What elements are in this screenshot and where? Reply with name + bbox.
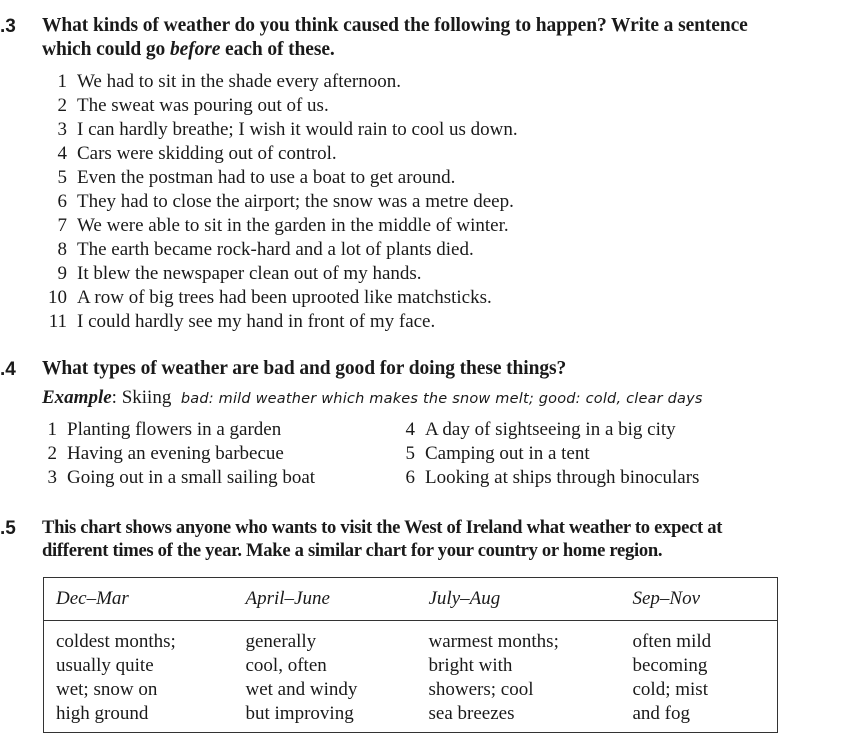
item-text: Cars were skidding out of control. — [77, 143, 337, 164]
item-number: 6 — [57, 191, 67, 212]
item-number: 2 — [47, 443, 57, 464]
list-item — [45, 238, 518, 262]
item-text: They had to close the airport; the snow was a metre deep. — [77, 191, 514, 212]
heading-text: which could go — [42, 39, 170, 60]
item-text: Looking at ships through binoculars — [425, 467, 700, 488]
column-header-july-aug: July–Aug — [417, 578, 621, 621]
column-header-dec-mar: Dec–Mar — [44, 578, 234, 621]
list-item — [45, 94, 518, 118]
item-number: 2 — [57, 95, 67, 116]
list-item — [45, 214, 518, 238]
item-number: 3 — [47, 467, 57, 488]
cell-line: sea breezes — [428, 703, 515, 724]
example-line — [42, 387, 703, 409]
cell-line: and fog — [632, 703, 691, 724]
example-handwritten-answer: bad: mild weather which makes the snow melt; good: cold, clear days — [180, 391, 703, 407]
list-item — [45, 286, 518, 310]
list-item — [45, 166, 518, 190]
cell-line: cold; mist — [632, 679, 708, 700]
item-text: The earth became rock-hard and a lot of plants died. — [77, 239, 474, 260]
example-label: Example — [42, 387, 112, 408]
exercise-number-4: .4 — [0, 359, 16, 380]
cell-line: bright with — [428, 655, 513, 676]
exercise-4-heading: What types of weather are bad and good for doing these things? — [42, 358, 567, 379]
column-header-april-june: April–June — [234, 578, 417, 621]
weather-chart-table — [43, 577, 778, 733]
cell-line: showers; cool — [428, 679, 534, 700]
table-header-row — [44, 578, 778, 621]
cell-line: becoming — [632, 655, 708, 676]
item-text: Having an evening barbecue — [67, 443, 284, 464]
item-number: 1 — [57, 71, 67, 92]
list-item — [45, 142, 518, 166]
item-number: 5 — [57, 167, 67, 188]
table-cell-july-aug — [417, 621, 621, 733]
exercise-3-heading-line2 — [42, 39, 335, 61]
table-cell-april-june — [234, 621, 417, 733]
list-item — [393, 442, 699, 466]
cell-line: but improving — [245, 703, 354, 724]
item-text: It blew the newspaper clean out of my hands. — [77, 263, 422, 284]
item-number: 1 — [47, 419, 57, 440]
list-item — [393, 466, 699, 490]
table-cell-sep-nov — [621, 621, 778, 733]
cell-line: high ground — [56, 703, 149, 724]
cell-line: cool, often — [245, 655, 327, 676]
list-item — [393, 418, 699, 442]
item-number: 4 — [57, 143, 67, 164]
item-text: A row of big trees had been uprooted like matchsticks. — [77, 287, 492, 308]
exercise-number-5: .5 — [0, 518, 16, 539]
list-item — [35, 418, 315, 442]
list-item — [45, 118, 518, 142]
cell-line: coldest months; — [56, 631, 176, 652]
item-text: I could hardly see my hand in front of my face. — [77, 311, 436, 332]
exercise-3-heading-line1: What kinds of weather do you think caused the following to happen? Write a sentence — [42, 15, 748, 36]
exercise-5-heading-line1: This chart shows anyone who wants to visit the West of Ireland what weather to expect at — [42, 517, 723, 538]
item-number: 7 — [57, 215, 67, 236]
cell-line: warmest months; — [428, 631, 559, 652]
item-number: 8 — [57, 239, 67, 260]
table-row — [44, 621, 778, 733]
item-number: 5 — [405, 443, 415, 464]
cell-line: generally — [245, 631, 317, 652]
item-text: We were able to sit in the garden in the middle of winter. — [77, 215, 509, 236]
item-text: Going out in a small sailing boat — [67, 467, 316, 488]
item-number: 9 — [57, 263, 67, 284]
item-number: 4 — [405, 419, 415, 440]
column-header-sep-nov: Sep–Nov — [621, 578, 778, 621]
list-item — [45, 70, 518, 94]
cell-line: wet and windy — [245, 679, 358, 700]
item-number: 6 — [405, 467, 415, 488]
item-text: We had to sit in the shade every afternoon. — [77, 71, 402, 92]
item-text: Camping out in a tent — [425, 443, 590, 464]
item-number: 11 — [48, 311, 67, 332]
list-item — [45, 190, 518, 214]
cell-line: often mild — [632, 631, 712, 652]
item-text: Even the postman had to use a boat to get around. — [77, 167, 456, 188]
list-item — [45, 310, 518, 334]
table-cell-dec-mar — [44, 621, 234, 733]
exercise-number-3: .3 — [0, 16, 16, 37]
item-text: The sweat was pouring out of us. — [77, 95, 329, 116]
exercise-4-list-right — [393, 418, 699, 490]
example-activity: : Skiing — [111, 387, 172, 408]
item-text: A day of sightseeing in a big city — [425, 419, 676, 440]
item-number: 3 — [57, 119, 67, 140]
exercise-4-list-left — [35, 418, 315, 490]
exercise-5-heading-line2: different times of the year. Make a similar chart for your country or home region. — [42, 540, 663, 561]
list-item — [45, 262, 518, 286]
cell-line: wet; snow on — [56, 679, 158, 700]
heading-text: each of these. — [220, 39, 335, 60]
item-text: I can hardly breathe; I wish it would rain to cool us down. — [77, 119, 518, 140]
list-item — [35, 466, 315, 490]
item-number: 10 — [48, 287, 67, 308]
item-text: Planting flowers in a garden — [67, 419, 282, 440]
list-item — [35, 442, 315, 466]
cell-line: usually quite — [56, 655, 154, 676]
heading-emphasis: before — [169, 39, 221, 60]
exercise-3-list — [45, 70, 518, 334]
